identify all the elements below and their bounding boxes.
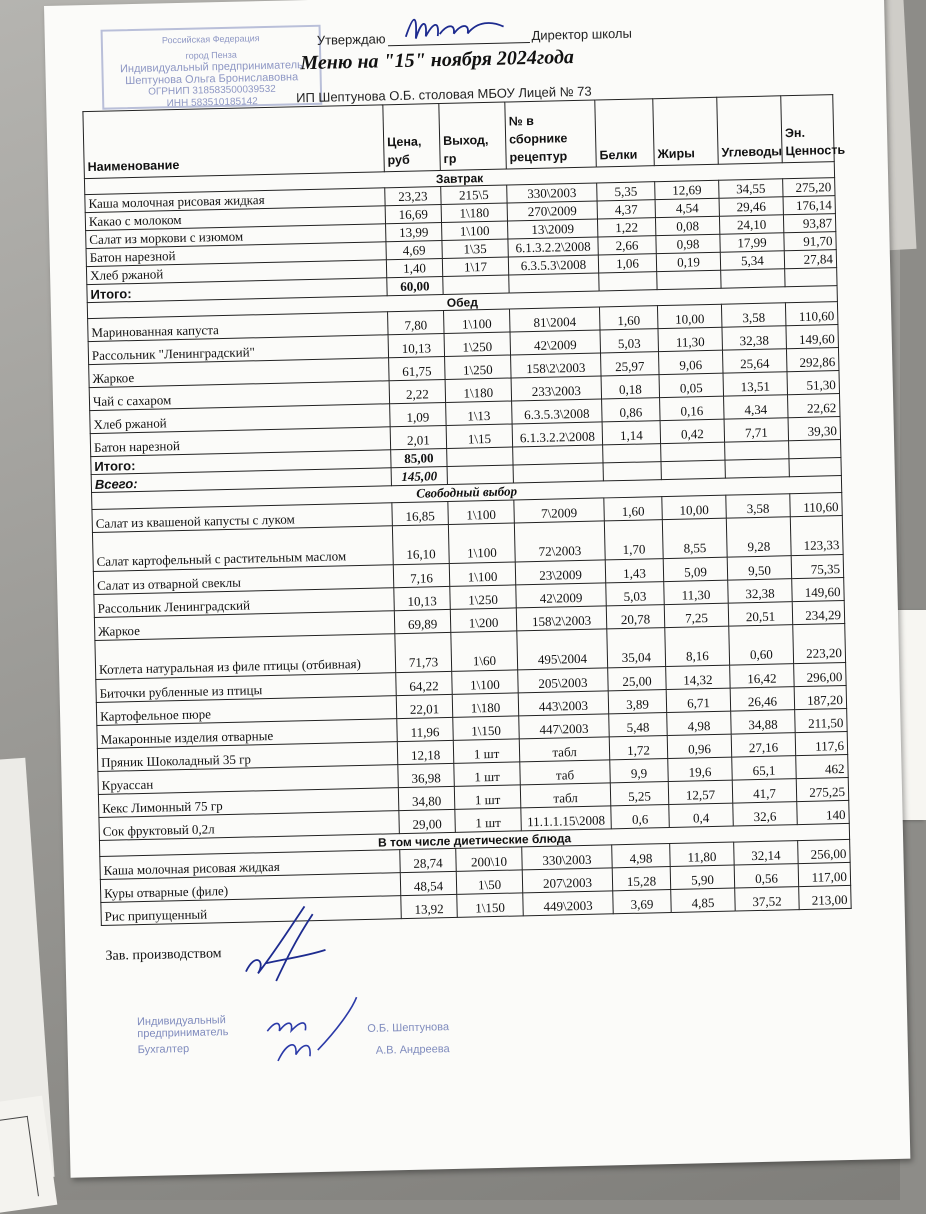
table-cell: 29,46 bbox=[719, 197, 783, 216]
empty-cell bbox=[447, 447, 513, 466]
approve-role: Директор школы bbox=[531, 25, 633, 43]
table-cell: 1\50 bbox=[456, 870, 523, 894]
table-cell: 81\2004 bbox=[509, 307, 599, 332]
table-cell: 1\180 bbox=[452, 693, 519, 717]
table-cell: Круассан bbox=[98, 765, 398, 795]
table-cell: Батон нарезной bbox=[86, 242, 386, 267]
table-cell: 71,73 bbox=[395, 632, 452, 672]
table-cell: 16,85 bbox=[392, 501, 449, 525]
table-cell: 215\5 bbox=[441, 185, 507, 204]
table-cell: 14,32 bbox=[666, 665, 731, 689]
table-cell: 11,30 bbox=[664, 580, 729, 604]
table-cell: 330\2003 bbox=[522, 845, 612, 870]
table-cell: 20,78 bbox=[606, 605, 665, 629]
table-cell: 1,70 bbox=[604, 520, 663, 560]
table-cell: 25,97 bbox=[601, 352, 660, 376]
total-label: Итого: bbox=[91, 450, 391, 475]
table-cell: 10,13 bbox=[394, 586, 451, 610]
table-cell: 11.1.1.15\2008 bbox=[521, 806, 611, 831]
table-cell: 10,00 bbox=[662, 495, 727, 519]
table-cell: 4,69 bbox=[386, 241, 442, 260]
table-cell: 2,66 bbox=[598, 236, 656, 255]
table-cell: Жаркое bbox=[94, 611, 394, 641]
table-cell: 5,48 bbox=[609, 713, 668, 737]
table-cell: Биточки рубленные из птицы bbox=[96, 673, 396, 703]
table-cell: 9,28 bbox=[726, 517, 791, 557]
ip-label bbox=[137, 1014, 229, 1040]
table-cell: 1 шт bbox=[455, 808, 522, 832]
table-cell: 6.3.5.3\2008 bbox=[508, 255, 598, 275]
total-sum: 60,00 bbox=[387, 277, 443, 296]
table-cell: 200\10 bbox=[456, 847, 523, 871]
table-cell: 447\2003 bbox=[519, 714, 609, 739]
empty-cell bbox=[661, 442, 725, 461]
ip-label-line: предприниматель bbox=[137, 1026, 229, 1041]
table-cell: 4,85 bbox=[671, 888, 736, 912]
table-cell: 42\2009 bbox=[510, 330, 600, 355]
table-cell: 1\100 bbox=[442, 221, 508, 240]
table-cell: Хлеб ржаной bbox=[90, 404, 390, 434]
table-cell: 10,00 bbox=[657, 304, 722, 328]
table-cell: 4,54 bbox=[655, 198, 719, 217]
table-cell: 2,01 bbox=[390, 425, 447, 449]
empty-cell bbox=[513, 445, 603, 465]
table-cell: 19,6 bbox=[668, 757, 733, 781]
section-title: Свободный выбор bbox=[92, 476, 842, 510]
table-cell: 7,16 bbox=[393, 563, 450, 587]
table-cell: 158\2\2003 bbox=[511, 353, 601, 378]
table-cell: 34,88 bbox=[731, 710, 796, 734]
table-cell: Картофельное пюре bbox=[96, 696, 396, 726]
menu-table bbox=[82, 94, 851, 926]
table-cell: 233\2003 bbox=[511, 376, 601, 401]
ip-signature-icon bbox=[256, 989, 368, 1081]
table-cell: 123,33 bbox=[790, 516, 843, 556]
table-cell: 1,72 bbox=[609, 736, 668, 760]
table-cell: 0,86 bbox=[602, 398, 661, 422]
table-cell: Рассольник Ленинградский bbox=[94, 588, 394, 618]
ip-name: О.Б. Шептунова bbox=[367, 1021, 450, 1035]
table-cell: 1\13 bbox=[446, 401, 513, 425]
table-cell: 12,57 bbox=[668, 780, 733, 804]
table-cell: Хлеб ржаной bbox=[86, 260, 386, 285]
table-cell: 37,52 bbox=[735, 887, 800, 911]
table-cell: 1,40 bbox=[386, 259, 442, 278]
table-cell: 17,99 bbox=[720, 233, 784, 252]
table-cell: 9,9 bbox=[610, 759, 669, 783]
column-header: Эн. Ценность bbox=[781, 95, 835, 163]
table-cell: Рассольник "Ленинградский" bbox=[88, 335, 388, 365]
empty-cell bbox=[513, 463, 603, 483]
table-cell: 0,98 bbox=[656, 234, 720, 253]
table-cell: 205\2003 bbox=[518, 668, 608, 693]
table-cell: 292,86 bbox=[786, 348, 839, 372]
table-cell: 1\100 bbox=[448, 500, 515, 524]
table-cell: 3,89 bbox=[608, 690, 667, 714]
table-cell: 1\180 bbox=[445, 378, 512, 402]
table-cell: 39,30 bbox=[788, 417, 841, 441]
total-label: Итого: bbox=[87, 278, 387, 303]
table-cell: Каша молочная рисовая жидкая bbox=[85, 188, 385, 213]
table-cell: Салат из отварной свеклы bbox=[93, 565, 393, 595]
table-cell: Куры отварные (филе) bbox=[100, 873, 400, 903]
total-sum: 85,00 bbox=[391, 448, 447, 467]
table-cell: 93,87 bbox=[783, 214, 835, 233]
table-cell: 25,64 bbox=[722, 349, 787, 373]
table-cell: 158\2\2003 bbox=[516, 606, 606, 631]
column-header: Углеводы bbox=[717, 96, 783, 164]
table-cell: 4,37 bbox=[597, 200, 655, 219]
table-cell: 211,50 bbox=[795, 708, 848, 732]
table-cell: 5,09 bbox=[663, 557, 728, 581]
table-cell: 275,25 bbox=[796, 777, 849, 801]
table-cell: Какао с молоком bbox=[85, 206, 385, 231]
stamp-line: Индивидуальный предприниматель bbox=[119, 59, 303, 76]
table-cell: 12,69 bbox=[655, 180, 719, 199]
table-cell: 5,25 bbox=[610, 782, 669, 806]
table-cell: 275,20 bbox=[783, 178, 835, 197]
empty-cell bbox=[725, 441, 789, 460]
table-cell: 1\100 bbox=[444, 309, 511, 333]
table-cell: 32,6 bbox=[733, 802, 798, 826]
table-cell: 1\100 bbox=[448, 523, 515, 563]
table-cell: 117,6 bbox=[795, 731, 848, 755]
stamp-line: город Пенза bbox=[185, 49, 237, 61]
page-subtitle: ИП Шептунова О.Б. столовая МБОУ Лицей № 73 bbox=[295, 83, 592, 106]
table-cell: 65,1 bbox=[732, 756, 797, 780]
empty-cell bbox=[789, 440, 841, 459]
table-cell: 15,28 bbox=[612, 867, 671, 891]
table-cell: 5,90 bbox=[670, 865, 735, 889]
table-cell: 5,03 bbox=[606, 582, 665, 606]
table-cell: 1\250 bbox=[444, 332, 511, 356]
table-cell: Пряник Шоколадный 35 гр bbox=[97, 742, 397, 772]
table-cell: 140 bbox=[797, 800, 850, 824]
section-title: Обед bbox=[87, 286, 837, 319]
table-cell: 117,00 bbox=[798, 862, 851, 886]
column-header: № в сборнике рецептур bbox=[505, 100, 596, 169]
table-cell: 110,60 bbox=[785, 302, 838, 326]
table-cell: 2,22 bbox=[389, 379, 446, 403]
column-header: Жиры bbox=[653, 97, 719, 165]
table-cell: 1,22 bbox=[597, 218, 655, 237]
table-cell: 13,51 bbox=[723, 372, 788, 396]
table-cell: 1\200 bbox=[450, 608, 517, 632]
table-cell: 32,14 bbox=[734, 841, 799, 865]
approve-label: Утверждаю bbox=[316, 31, 386, 48]
table-cell: 32,38 bbox=[722, 326, 787, 350]
table-cell: 1\180 bbox=[441, 203, 507, 222]
table-cell: 1,09 bbox=[390, 402, 447, 426]
table-cell: Котлета натуральная из филе птицы (отбивная) bbox=[95, 634, 396, 680]
table-cell: Маринованная капуста bbox=[88, 312, 388, 342]
total-sum: 145,00 bbox=[391, 466, 447, 485]
table-cell: 11,30 bbox=[658, 327, 723, 351]
table-cell: 443\2003 bbox=[518, 691, 608, 716]
table-cell: 20,51 bbox=[728, 602, 793, 626]
table-cell: 1,60 bbox=[599, 306, 658, 330]
table-cell: 72\2003 bbox=[514, 521, 605, 562]
table-cell: 0,18 bbox=[601, 375, 660, 399]
table-cell: 6.1.3.2.2\2008 bbox=[508, 237, 598, 257]
empty-cell bbox=[789, 458, 841, 477]
table-cell: 13,92 bbox=[401, 894, 458, 918]
seal-stamp bbox=[101, 25, 323, 110]
table-cell: 69,89 bbox=[394, 609, 451, 633]
table-cell: 48,54 bbox=[400, 871, 457, 895]
empty-cell bbox=[725, 459, 789, 478]
section-title: В том числе диетические блюда bbox=[99, 823, 849, 856]
empty-cell bbox=[509, 273, 599, 293]
column-header: Наименование bbox=[83, 105, 384, 179]
table-cell: 1\35 bbox=[442, 239, 508, 258]
total-label: Всего: bbox=[91, 468, 391, 493]
table-cell: 223,20 bbox=[793, 623, 846, 663]
table-cell: 35,04 bbox=[607, 628, 666, 668]
table-cell: 8,16 bbox=[665, 626, 730, 666]
table-cell: 207\2003 bbox=[522, 868, 612, 893]
accountant-label: Бухгалтер bbox=[137, 1042, 190, 1057]
empty-cell bbox=[603, 444, 661, 463]
table-cell: Чай с сахаром bbox=[89, 381, 389, 411]
table-cell: 1,60 bbox=[604, 497, 663, 521]
table-cell: 1\150 bbox=[453, 716, 520, 740]
production-head-label: Зав. производством bbox=[105, 946, 222, 964]
menu-sheet bbox=[44, 0, 910, 1178]
table-cell: 16,69 bbox=[385, 205, 441, 224]
table-cell: 1,43 bbox=[605, 559, 664, 583]
table-cell: 5,35 bbox=[597, 182, 655, 201]
table-cell: 3,69 bbox=[613, 890, 672, 914]
table-cell: 27,84 bbox=[784, 250, 836, 269]
empty-cell bbox=[599, 272, 657, 291]
table-cell: 6,71 bbox=[666, 688, 731, 712]
table-cell: 5,03 bbox=[600, 329, 659, 353]
stamp-line: ИНН 583510185142 bbox=[166, 96, 258, 110]
table-cell: 462 bbox=[796, 754, 849, 778]
empty-cell bbox=[443, 275, 509, 294]
table-cell: 23,23 bbox=[385, 187, 441, 206]
accountant-name: А.В. Андреева bbox=[375, 1043, 450, 1057]
table-cell: 3,58 bbox=[721, 303, 786, 327]
table-cell: 12,18 bbox=[397, 740, 454, 764]
table-cell: 25,00 bbox=[608, 667, 667, 691]
table-cell: 1 шт bbox=[453, 739, 520, 763]
table-cell: 296,00 bbox=[794, 662, 847, 686]
table-cell: 7\2009 bbox=[514, 498, 604, 523]
table-cell: Кекс Лимонный 75 гр bbox=[98, 788, 398, 818]
table-cell: 0,6 bbox=[611, 805, 670, 829]
table-cell: 51,30 bbox=[787, 371, 840, 395]
table-cell: 23\2009 bbox=[515, 560, 605, 585]
table-cell: 4,98 bbox=[612, 844, 671, 868]
table-cell: 1\250 bbox=[445, 355, 512, 379]
empty-cell bbox=[447, 465, 513, 484]
table-cell: 0,56 bbox=[734, 864, 799, 888]
table-cell: 7,25 bbox=[664, 603, 729, 627]
table-cell: 91,70 bbox=[784, 232, 836, 251]
table-cell: 0,19 bbox=[656, 252, 720, 271]
table-cell: 1\100 bbox=[452, 670, 519, 694]
table-cell: 1\100 bbox=[449, 562, 516, 586]
table-cell: 34,55 bbox=[719, 179, 783, 198]
table-cell: 1 шт bbox=[454, 785, 521, 809]
table-cell: 0,96 bbox=[667, 734, 732, 758]
table-cell: 187,20 bbox=[794, 685, 847, 709]
stamp-line: ОГРНИП 318583500039532 bbox=[148, 83, 276, 98]
table-cell: 330\2003 bbox=[507, 183, 597, 203]
table-cell: 27,16 bbox=[731, 733, 796, 757]
table-cell: 26,46 bbox=[730, 687, 795, 711]
empty-cell bbox=[661, 460, 725, 479]
empty-cell bbox=[657, 270, 721, 289]
page-title: Меню на "15" ноября 2024года bbox=[300, 45, 575, 75]
table-cell: 34,80 bbox=[398, 786, 455, 810]
table-cell: 256,00 bbox=[798, 839, 851, 863]
column-header: Цена, руб bbox=[383, 104, 441, 172]
section-title: Завтрак bbox=[84, 162, 834, 195]
empty-cell bbox=[603, 462, 661, 481]
table-cell: Каша молочная рисовая жидкая bbox=[100, 850, 400, 880]
table-cell: 3,58 bbox=[726, 494, 791, 518]
table-cell: 13\2009 bbox=[507, 219, 597, 239]
table-cell: 1\17 bbox=[442, 257, 508, 276]
table-cell: 1\15 bbox=[446, 424, 513, 448]
table-cell: Салат из моркови с изюмом bbox=[86, 224, 386, 249]
table-cell: 7,71 bbox=[724, 418, 789, 442]
table-cell: табл bbox=[519, 737, 609, 762]
table-cell: 13,99 bbox=[386, 223, 442, 242]
table-cell: 1\150 bbox=[457, 893, 524, 917]
table-cell: 4,98 bbox=[667, 711, 732, 735]
table-cell: Салат из квашеной капусты с луком bbox=[92, 503, 392, 533]
table-cell: 41,7 bbox=[732, 779, 797, 803]
approval-line bbox=[317, 26, 632, 48]
table-cell: Рис припущенный bbox=[101, 896, 401, 926]
table-cell: 110,60 bbox=[790, 493, 843, 517]
table-cell: 9,06 bbox=[659, 350, 724, 374]
empty-cell bbox=[721, 269, 785, 288]
table-cell: 1,06 bbox=[598, 254, 656, 273]
table-cell: 7,80 bbox=[388, 311, 445, 335]
table-cell: 36,98 bbox=[398, 763, 455, 787]
table-cell: 64,22 bbox=[396, 671, 453, 695]
table-cell: 5,34 bbox=[720, 251, 784, 270]
table-cell: Жаркое bbox=[89, 358, 389, 388]
table-cell: 270\2009 bbox=[507, 201, 597, 221]
table-cell: 6.3.5.3\2008 bbox=[512, 399, 602, 424]
table-cell: 1\250 bbox=[450, 585, 517, 609]
table-cell: 16,42 bbox=[730, 664, 795, 688]
table-cell: 24,10 bbox=[719, 215, 783, 234]
table-cell: 32,38 bbox=[728, 579, 793, 603]
table-cell: 0,16 bbox=[660, 396, 725, 420]
production-head-signature-icon bbox=[234, 899, 346, 991]
table-cell: 11,96 bbox=[397, 717, 454, 741]
table-cell: 1 шт bbox=[454, 762, 521, 786]
table-cell: 234,29 bbox=[792, 600, 845, 624]
column-header: Белки bbox=[595, 99, 655, 167]
table-cell: 449\2003 bbox=[523, 891, 613, 916]
table-cell: 22,62 bbox=[788, 394, 841, 418]
table-cell: 0,08 bbox=[655, 216, 719, 235]
table-cell: 213,00 bbox=[799, 885, 852, 909]
table-cell: 16,10 bbox=[392, 524, 449, 564]
table-cell: 22,01 bbox=[396, 694, 453, 718]
table-cell: 149,60 bbox=[792, 578, 845, 602]
table-cell: 176,14 bbox=[783, 196, 835, 215]
ip-label-line: Индивидуальный bbox=[136, 1014, 226, 1029]
table-cell: 11,80 bbox=[670, 842, 735, 866]
table-cell: 0,4 bbox=[669, 803, 734, 827]
stamp-line: Российская Федерация bbox=[161, 33, 260, 46]
table-cell: 8,55 bbox=[662, 518, 727, 558]
table-cell: Макаронные изделия отварные bbox=[97, 719, 397, 749]
table-cell: Батон нарезной bbox=[90, 427, 390, 457]
director-signature-icon bbox=[399, 8, 510, 46]
table-cell: 0,05 bbox=[659, 373, 724, 397]
table-cell: Салат картофельный с растительным маслом bbox=[92, 526, 393, 572]
table-cell: 9,50 bbox=[727, 556, 792, 580]
table-cell: 1,14 bbox=[602, 421, 661, 445]
table-cell: 1\60 bbox=[451, 631, 518, 671]
table-cell: 10,13 bbox=[388, 334, 445, 358]
table-cell: 6.1.3.2.2\2008 bbox=[512, 422, 602, 447]
table-cell: 75,35 bbox=[791, 555, 844, 579]
table-cell: табл bbox=[520, 783, 610, 808]
table-cell: 4,34 bbox=[724, 395, 789, 419]
stamp-line: Шептунова Ольга Брониславовна bbox=[125, 71, 299, 88]
table-cell: таб bbox=[520, 760, 610, 785]
empty-cell bbox=[785, 268, 837, 287]
table-cell: 0,60 bbox=[729, 625, 794, 665]
table-cell: 29,00 bbox=[399, 809, 456, 833]
table-cell: 42\2009 bbox=[516, 583, 606, 608]
table-cell: 28,74 bbox=[400, 848, 457, 872]
table-cell: 495\2004 bbox=[517, 629, 608, 670]
column-header: Выход, гр bbox=[439, 102, 507, 170]
table-cell: 149,60 bbox=[786, 325, 839, 349]
table-cell: Сок фруктовый 0,2л bbox=[99, 811, 399, 841]
table-cell: 61,75 bbox=[389, 357, 446, 381]
table-cell: 0,42 bbox=[660, 419, 725, 443]
